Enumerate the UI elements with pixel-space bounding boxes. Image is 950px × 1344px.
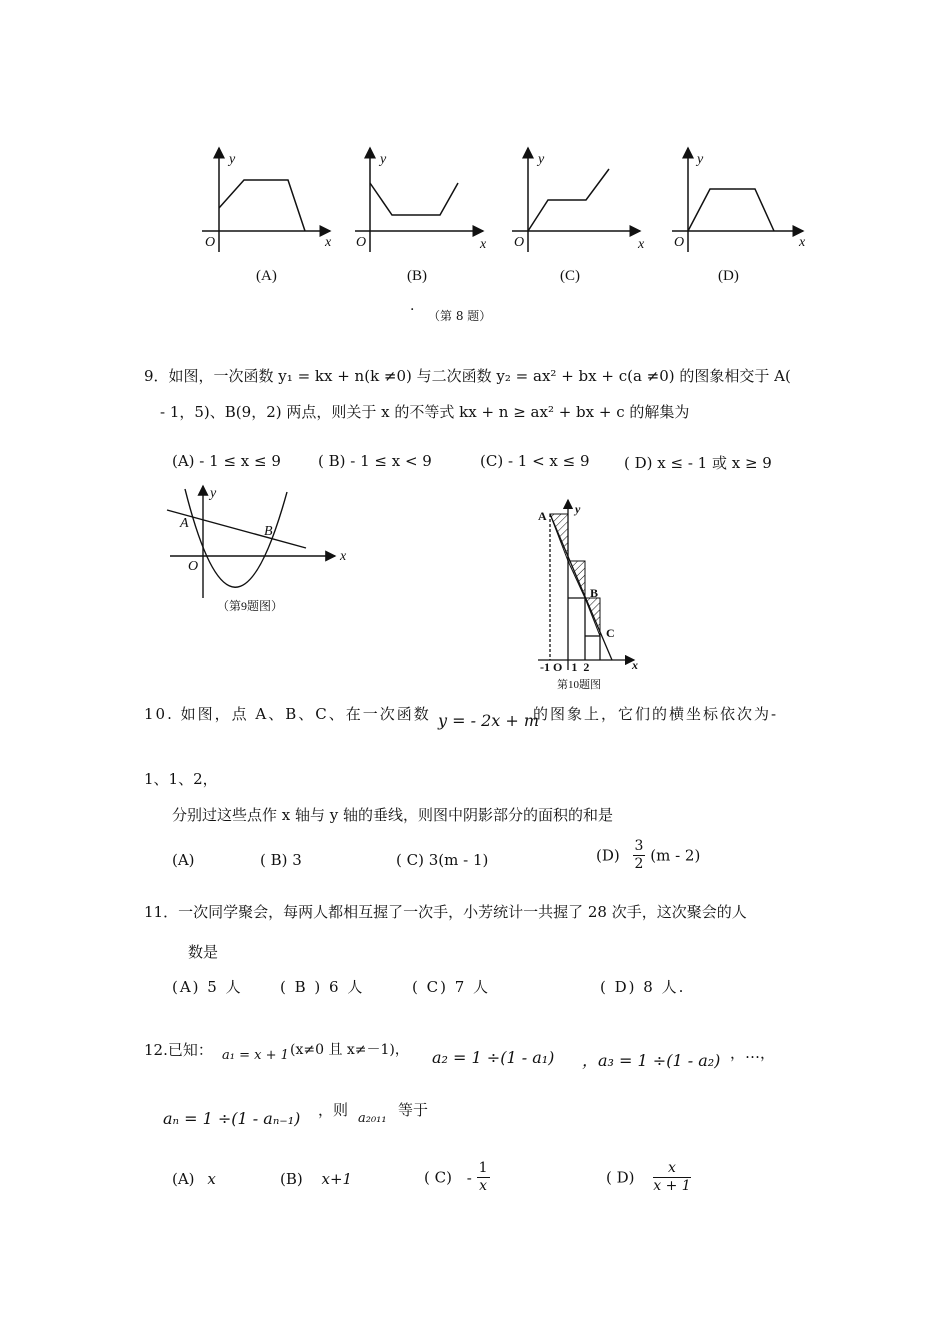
q9-option-a: (A) - 1 ≤ x ≤ 9: [172, 452, 281, 470]
q11-line1: 11．一次同学聚会，每两人都相互握了一次手，小芳统计一共握了 28 次手，这次聚会的人: [144, 903, 747, 921]
graph-d-x: x: [799, 235, 806, 250]
q12-option-c-den: x: [479, 1178, 487, 1194]
q12-then: ，则: [318, 1101, 349, 1119]
q12-cond: (x≠0 且 x≠－1)，: [290, 1042, 409, 1058]
q9-label-a: A: [180, 516, 189, 531]
graph-a-x: x: [325, 235, 332, 250]
q12-option-d: [606, 1160, 691, 1195]
q12-option-d-label: ( D): [606, 1168, 635, 1187]
q11-option-a: (A) 5 人: [172, 978, 243, 996]
q12-a2011: a₂₀₁₁: [358, 1111, 387, 1126]
q12-a1: a₁ = x + 1: [222, 1048, 289, 1063]
q10-label-y: y: [575, 502, 581, 516]
q11-option-b: ( B ) 6 人: [280, 978, 365, 996]
q10-option-d-rest: (m - 2): [650, 846, 701, 865]
q11-option-d: ( D) 8 人.: [600, 978, 686, 996]
q10-option-d-num: 3: [634, 838, 644, 854]
q12-option-c-frac: [477, 1160, 490, 1195]
q12-a2: a₂ = 1 ÷(1 - a₁): [432, 1048, 555, 1067]
graph-b-label: (B): [407, 268, 427, 284]
q10-label-a: A: [538, 509, 547, 523]
q12-label: 12.已知：: [144, 1041, 213, 1059]
graph-c-o: O: [514, 235, 525, 250]
q8-dot: ·: [410, 302, 415, 318]
q12-option-a-val: x: [207, 1170, 216, 1188]
graph-d-o: O: [674, 235, 685, 250]
q10-line1a: 10. 如图，点 A、B、C、在一次函数: [144, 705, 431, 723]
graph-c-y: y: [538, 152, 545, 167]
graph-d-y: y: [697, 152, 704, 167]
q10-label-x: x: [632, 658, 638, 672]
q10-caption: 第10题图: [557, 679, 601, 691]
q12-option-c-num: 1: [478, 1160, 488, 1176]
q12-option-a-label: (A): [172, 1170, 195, 1188]
q11-option-c: ( C) 7 人: [412, 978, 491, 996]
graph-a-label: (A): [256, 268, 277, 284]
q12-an: aₙ = 1 ÷(1 - aₙ₋₁): [163, 1109, 301, 1128]
q9-option-b: ( B) - 1 ≤ x < 9: [318, 452, 432, 470]
q10-option-d: [596, 838, 700, 873]
q10-option-d-den: 2: [634, 856, 644, 872]
q12-tail: ，…，: [730, 1044, 776, 1062]
graph-a-y: y: [229, 152, 236, 167]
graph-c-x: x: [638, 237, 645, 252]
q12-option-c-sign: -: [466, 1168, 472, 1187]
q10-ticks: -1 O 1 2: [540, 660, 590, 674]
q10-option-d-frac: [633, 838, 646, 873]
q10-label-b: B: [590, 586, 599, 600]
q10-func: y = - 2x + m: [438, 711, 540, 730]
q9-option-d: ( D) x ≤ - 1 或 x ≥ 9: [624, 454, 772, 472]
q12-option-d-num: x: [653, 1160, 690, 1178]
q12-option-d-den: x + 1: [653, 1178, 691, 1194]
q12-option-b-val: x+1: [321, 1170, 353, 1188]
q9-caption: （第9题图）: [217, 599, 284, 613]
q9-line2: - 1，5)、B(9，2) 两点，则关于 x 的不等式 kx + n ≥ ax² + bx + c 的解集为: [160, 403, 690, 421]
q10-option-a: (A): [172, 851, 195, 869]
q10-line3: 分别过这些点作 x 轴与 y 轴的垂线，则图中阴影部分的面积的和是: [172, 806, 614, 824]
q12-option-b-label: (B): [280, 1170, 303, 1188]
q12-a3: ，a₃ = 1 ÷(1 - a₂): [582, 1051, 721, 1070]
q12-option-c-label: ( C): [424, 1168, 452, 1187]
q11-line2: 数是: [188, 943, 219, 961]
q10-option-b: ( B) 3: [260, 851, 302, 869]
q9-label-o: O: [188, 559, 199, 574]
graph-b-x: x: [480, 237, 487, 252]
graph-c-label: (C): [560, 268, 580, 284]
graph-b-o: O: [356, 235, 367, 250]
q9-label-x: x: [340, 549, 347, 564]
q12-option-d-frac: [653, 1160, 690, 1195]
q12-option-c: [424, 1160, 490, 1195]
q12-eq: 等于: [398, 1101, 429, 1119]
graph-b-y: y: [380, 152, 387, 167]
q10-option-c: ( C) 3(m - 1): [396, 851, 489, 869]
graph-d-label: (D): [718, 268, 739, 284]
q10-option-d-label: (D): [596, 846, 620, 865]
q9-line1: 9．如图，一次函数 y₁ = kx + n(k ≠0) 与二次函数 y₂ = ax² + bx + c(a ≠0) 的图象相交于 A(: [144, 367, 791, 385]
q10-label-c: C: [606, 626, 615, 640]
q9-option-c: (C) - 1 < x ≤ 9: [480, 452, 590, 470]
q9-label-b: B: [264, 524, 273, 539]
q12-option-a: [172, 1170, 216, 1188]
graph-a-o: O: [205, 235, 216, 250]
q9-label-y: y: [210, 486, 217, 501]
q10-line2: 1、1、2，: [144, 770, 218, 788]
q8-caption: （第 8 题）: [428, 309, 492, 323]
q10-line1b: 的图象上，它们的横坐标依次为-: [533, 705, 779, 723]
q12-option-b: [280, 1170, 352, 1188]
